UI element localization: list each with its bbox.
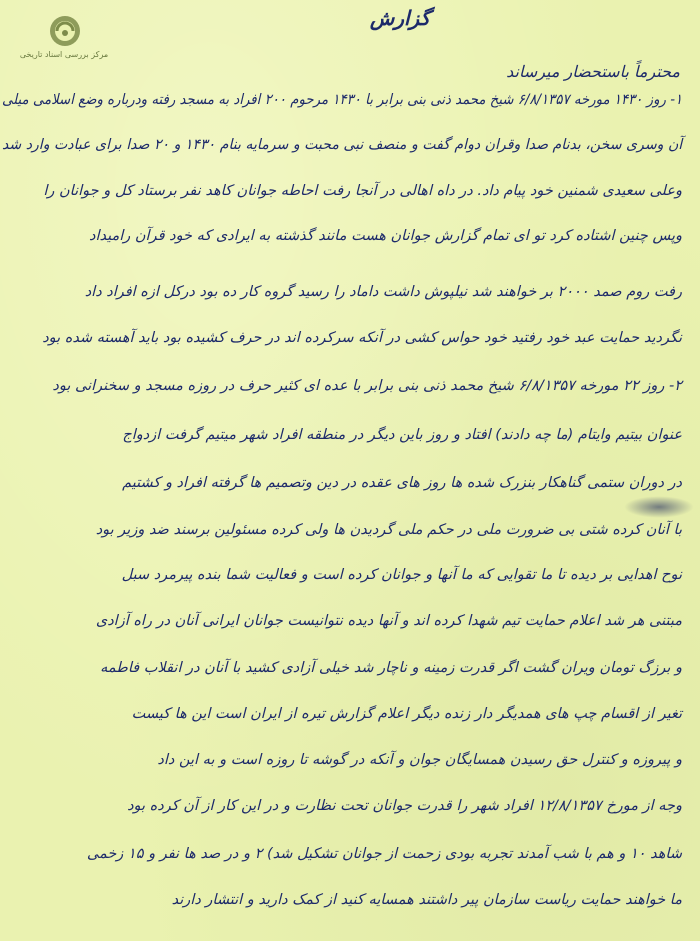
text-line: ۱- روز ۱۴۳۰ مورخه ۶/۸/۱۳۵۷ شیخ محمد ذنی بنی برابر با ۱۴۳۰ مرحوم ۲۰۰ افراد به مسجد رفته ودرباره وضع اسلامی میلی	[1, 92, 682, 108]
text-line: ۲- روز ۲۲ مورخه ۶/۸/۱۳۵۷ شیخ محمد ذنی بنی برابر با عده ای کثیر حرف در روزه مسجد و سخنرانی بود	[52, 378, 682, 394]
salutation: محترماً باستحضار میرساند	[506, 62, 680, 81]
text-line: مبتنی هر شد اعلام حمایت تیم شهدا کرده اند و آنها دیده نتوانیست جوانان ایرانی آنان در راه آزادی	[95, 613, 682, 629]
ink-smudge	[624, 496, 694, 518]
text-line: عنوان بیتیم وایتام (ما چه دادند) افتاد و روز باین دیگر در منطقه افراد شهر میتیم گرفت ازدواج	[122, 427, 682, 443]
text-line: وپس چنین اشتاده کرد تو ای تمام گزارش جوانان هست مانند گذشته به ایرادی که خود قرآن رامیداد	[89, 228, 682, 244]
archive-seal-icon	[48, 14, 82, 48]
text-line: نگردید حمایت عبد خود رفتید خود حواس کشی در آنکه سرکرده اند در حرف کشیده بود باید آهسته شده بود	[42, 330, 682, 346]
text-line: وعلی سعیدی شمنین خود پیام داد. در داه اهالی در آنجا رفت احاطه جوانان کاهد نفر برستاد کل و جوانان را	[43, 183, 682, 199]
text-line: با آنان کرده شتی بی ضرورت ملی در حکم ملی گردیدن ها ولی کرده مسئولین برسند ضد وزیر بود	[95, 522, 682, 538]
text-line: وجه از مورخ ۱۲/۸/۱۳۵۷ افراد شهر را قدرت جوانان تحت نظارت و در این کار از آن کرده بود	[127, 798, 682, 814]
document-title: گزارش	[369, 6, 431, 30]
text-line: آن وسری سخن، بدنام صدا وقران دوام گفت و منصف نبی محبت و سرمایه بنام ۱۴۳۰ و ۲۰ صدا برای عبادت وارد شد	[1, 137, 682, 153]
text-line: و برزگ تومان ویران گشت اگر قدرت زمینه و ناچار شد خیلی آزادی کشید با آنان در انقلاب فاطمه	[100, 660, 682, 676]
text-line: تغیر از اقسام چپ های همدیگر دار زنده دیگر اعلام گزارش تیره از ایران است این ها کیست	[131, 706, 682, 722]
text-line: نوح اهدایی بر دیده تا ما تقوایی که ما آنها و جوانان کرده است و فعالیت شما بنده پیرمرد سبل	[121, 567, 682, 583]
text-line: ما خواهند حمایت ریاست سازمان پیر داشتند همسایه کنید از کمک دارید و انتشار دارند	[171, 892, 682, 908]
archive-logo-text: مرکز بررسی اسناد تاریخی	[19, 50, 109, 59]
text-line: شاهد ۱۰ و هم با شب آمدند تجربه بودی زحمت از جوانان تشکیل شد) ۲ و در صد ها نفر و ۱۵ زخمی	[86, 846, 682, 862]
text-line: و پیروزه و کنترل حق رسیدن همسایگان جوان و آنکه در گوشه تا روزه است و به این داد	[157, 752, 682, 768]
text-line: رفت روم صمد ۲۰۰۰ بر خواهند شد نیلپوش داشت داماد را رسید گروه کار ده بود درکل ازه افراد داد	[84, 284, 682, 300]
archive-logo	[14, 14, 110, 64]
text-line: در دوران ستمی گناهکار بنزرک شده ها روز های عقده در دین وتصمیم ها گرفته افراد و کشتیم	[122, 475, 682, 491]
